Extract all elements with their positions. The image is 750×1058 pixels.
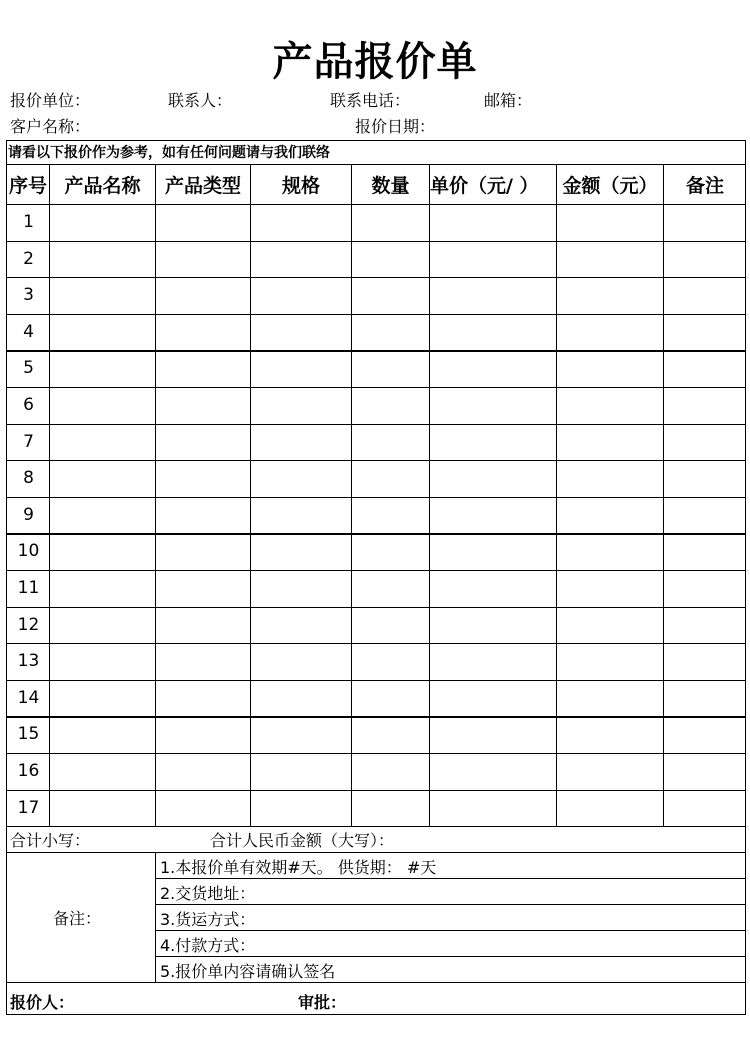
divider	[155, 956, 746, 957]
table-row-index: 6	[23, 395, 34, 415]
remarks-label: 备注：	[53, 909, 102, 928]
table-row-index: 9	[23, 504, 34, 525]
total-lowercase-label: 合计小写：	[10, 831, 91, 850]
table-row-divider	[6, 277, 746, 278]
col-header-spec: 规格	[281, 174, 320, 197]
quote-date-label: 报价日期：	[355, 117, 436, 136]
table-row-index: 13	[17, 651, 40, 672]
table-row-divider	[6, 460, 746, 461]
remark-item-shipping-method: 3.货运方式：	[160, 910, 256, 929]
divider	[6, 982, 746, 983]
notice-text: 请看以下报价作为参考，如有任何问题请与我们联络	[8, 145, 330, 161]
table-row-index: 4	[23, 321, 34, 342]
approver-label: 审批：	[298, 993, 347, 1012]
table-row-divider	[6, 570, 746, 571]
table-row-index: 7	[23, 431, 34, 452]
table-row-index: 12	[17, 614, 40, 635]
table-row-divider	[6, 680, 746, 681]
quote-table-frame	[6, 140, 746, 1015]
email-label: 邮箱：	[484, 91, 533, 110]
table-row-index: 2	[23, 248, 34, 269]
contact-label: 联系人：	[168, 91, 233, 110]
table-row-index: 8	[23, 468, 34, 489]
column-divider	[351, 164, 352, 826]
customer-label: 客户名称：	[10, 117, 91, 136]
table-row-divider	[6, 716, 746, 717]
quoter-label: 报价人：	[10, 993, 75, 1012]
table-row-divider	[6, 424, 746, 425]
table-row-index: 1	[23, 212, 34, 232]
table-row-divider	[6, 790, 746, 791]
divider	[155, 904, 746, 905]
total-uppercase-label: 合计人民币金额（大写）：	[210, 831, 395, 850]
divider	[6, 852, 746, 853]
col-header-product-type: 产品类型	[164, 174, 241, 197]
table-row-divider	[6, 387, 746, 388]
column-divider	[155, 164, 156, 826]
column-divider	[250, 164, 251, 826]
column-divider	[429, 164, 430, 826]
table-row-index: 16	[17, 761, 40, 781]
column-divider	[663, 164, 664, 826]
col-header-index: 序号	[8, 174, 47, 197]
column-divider	[556, 164, 557, 826]
table-row-index: 10	[17, 541, 40, 562]
remark-item-signature: 5.报价单内容请确认签名	[160, 962, 336, 981]
table-row-divider	[6, 314, 746, 315]
table-row-divider	[6, 497, 746, 498]
col-header-remark: 备注	[685, 174, 724, 197]
table-row-index: 11	[17, 578, 40, 598]
col-header-amount: 金额（元）	[562, 174, 658, 197]
table-row-divider	[6, 350, 746, 351]
remarks-divider	[155, 852, 156, 982]
quote-unit-label: 报价单位：	[10, 91, 91, 110]
table-row-index: 14	[17, 687, 40, 708]
col-header-quantity: 数量	[371, 174, 410, 197]
phone-label: 联系电话：	[330, 91, 411, 110]
divider	[155, 878, 746, 879]
table-row-index: 15	[17, 724, 40, 745]
remark-item-payment-method: 4.付款方式：	[160, 936, 256, 955]
table-row-divider	[6, 753, 746, 754]
divider	[6, 204, 746, 205]
remark-item-validity: 1.本报价单有效期#天。 供货期： #天	[160, 858, 437, 877]
table-row-divider	[6, 643, 746, 644]
page-title: 产品报价单	[272, 39, 478, 85]
table-row-index: 17	[17, 797, 40, 818]
table-row-index: 3	[23, 285, 34, 306]
table-row-index: 5	[23, 358, 34, 379]
table-row-divider	[6, 241, 746, 242]
col-header-unit-price: 单价（元/ ）	[430, 174, 539, 197]
table-row-divider	[6, 533, 746, 534]
col-header-product-name: 产品名称	[64, 174, 141, 197]
table-row-divider	[6, 607, 746, 608]
remark-item-delivery-address: 2.交货地址：	[160, 884, 256, 903]
divider	[155, 930, 746, 931]
